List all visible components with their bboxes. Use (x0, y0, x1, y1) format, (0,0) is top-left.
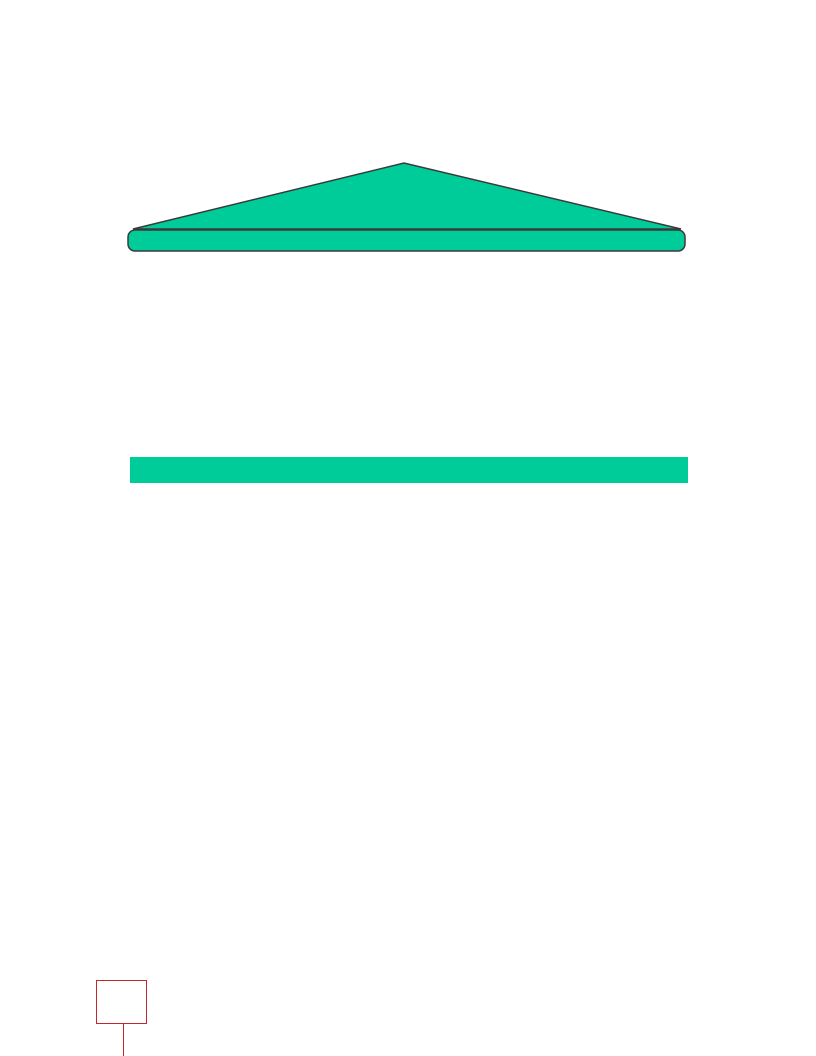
temple-diagram (125, 160, 691, 486)
wcm-temple-figure (125, 160, 691, 486)
page-number-rule (123, 1024, 124, 1056)
temple-entablature (128, 230, 685, 251)
temple-roof (133, 163, 681, 229)
page-number-box (96, 980, 147, 1024)
temple-base (130, 457, 688, 483)
